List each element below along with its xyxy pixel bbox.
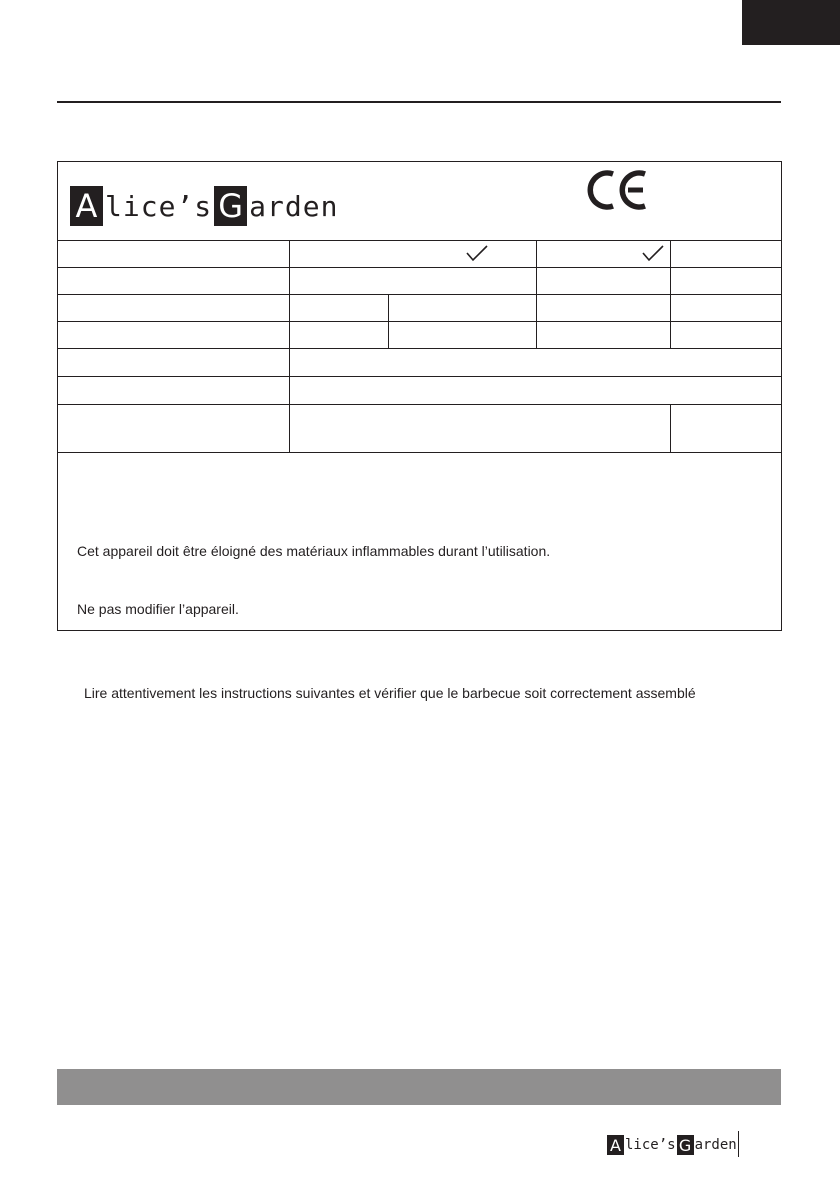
logo-initial-g: G bbox=[677, 1135, 694, 1155]
table-row-line bbox=[58, 294, 781, 295]
logo-text-arden: arden bbox=[694, 1137, 737, 1153]
spec-panel bbox=[57, 161, 782, 631]
logo-text-alices: lice’s bbox=[105, 189, 213, 223]
spec-table bbox=[58, 240, 781, 453]
logo-initial-a: A bbox=[70, 186, 103, 226]
table-row-line bbox=[58, 321, 781, 322]
checkmark-icon bbox=[641, 244, 665, 262]
language-tab bbox=[742, 0, 840, 45]
table-col-line bbox=[536, 321, 537, 348]
table-col-line bbox=[670, 404, 671, 452]
table-col-line bbox=[670, 321, 671, 348]
section-header-bar bbox=[57, 1069, 781, 1105]
table-row-line bbox=[58, 404, 781, 405]
logo-text-arden: arden bbox=[249, 189, 339, 223]
table-row-line bbox=[58, 376, 781, 377]
table-col-line bbox=[289, 240, 290, 452]
warning-modify-text: Ne pas modifier l’appareil. bbox=[77, 601, 239, 617]
ce-marking-icon bbox=[583, 168, 653, 212]
table-row-line bbox=[58, 267, 781, 268]
logo-initial-g: G bbox=[214, 186, 247, 226]
table-col-line bbox=[388, 294, 389, 348]
table-row-line bbox=[58, 452, 781, 453]
checkmark-icon bbox=[465, 244, 489, 262]
table-col-line bbox=[536, 240, 537, 321]
header-rule bbox=[57, 101, 781, 103]
table-col-line bbox=[670, 240, 671, 321]
logo-text-alices: lice’s bbox=[625, 1137, 676, 1153]
table-row-line bbox=[58, 348, 781, 349]
brand-logo bbox=[70, 186, 340, 226]
footer-brand-logo bbox=[607, 1135, 738, 1155]
footer-divider bbox=[738, 1131, 739, 1157]
instructions-intro-text: Lire attentivement les instructions suivantes et vérifier que le barbecue soit correctement assemblé bbox=[84, 685, 696, 701]
logo-initial-a: A bbox=[607, 1135, 624, 1155]
table-row-line bbox=[58, 240, 781, 241]
warning-flammable-text: Cet appareil doit être éloigné des matériaux inflammables durant l’utilisation. bbox=[77, 543, 551, 559]
